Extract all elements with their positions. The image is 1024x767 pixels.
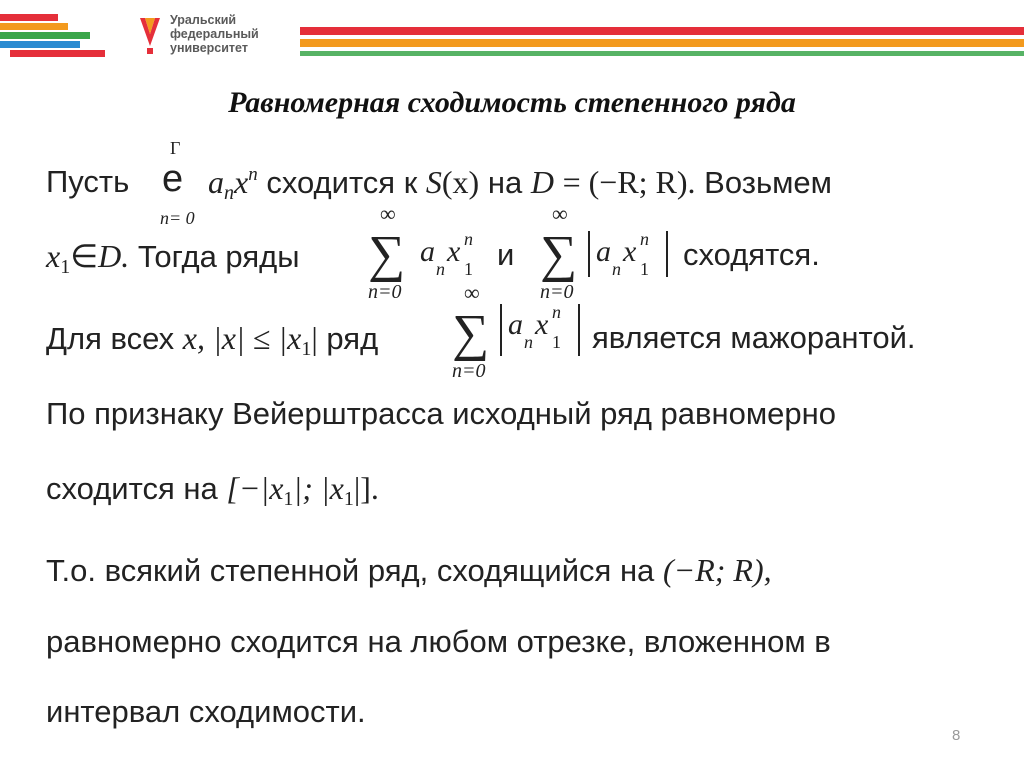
term-a: a	[208, 164, 224, 200]
line-4	[46, 396, 836, 432]
series-3-abs-right	[578, 304, 580, 356]
stripe-orange-right	[300, 39, 1024, 47]
stripe-green-right	[300, 51, 1024, 56]
stripe-red-left	[0, 14, 58, 21]
line-6	[46, 552, 772, 589]
line-6-text: Т.о. всякий степенной ряд, сходящийся на	[46, 553, 655, 588]
and-text: и	[497, 237, 515, 272]
line-2-suffix: сходятся.	[683, 237, 820, 272]
line-8-text: интервал сходимости.	[46, 694, 366, 729]
series-1-top: ∞	[380, 201, 396, 226]
university-name	[170, 13, 259, 55]
series-3-a-sub: n	[524, 332, 533, 352]
line-5-sub-2: 1	[343, 488, 354, 510]
x1-sub: 1	[60, 256, 71, 278]
series-1-a: a	[420, 235, 435, 268]
series-2-bottom: n=0	[540, 281, 574, 303]
line-7	[46, 624, 831, 660]
term-a-sub: n	[224, 182, 234, 204]
series-2-a: a	[596, 235, 611, 268]
line-3-suffix: является мажорантой.	[592, 320, 916, 355]
line-5-interval-mid: |; |x	[293, 470, 344, 506]
series-3-x: x	[535, 308, 549, 341]
sum-glyph: е	[162, 158, 184, 200]
line-4-text: По признаку Вейерштрасса исходный ряд равномерно	[46, 396, 836, 431]
stripe-red-left-2	[10, 50, 105, 57]
series-3-term	[508, 302, 561, 352]
line-3-ryad: ряд	[326, 321, 379, 356]
series-3-x-sub: 1	[552, 332, 561, 352]
series-2-abs-left	[588, 231, 590, 277]
series-1-a-sub: n	[436, 259, 445, 279]
line-2-and	[497, 237, 514, 273]
series-1-x-sup: n	[464, 229, 473, 249]
sum-top-glyph: Γ	[170, 138, 181, 158]
line-3-prefix: Для всех	[46, 321, 175, 356]
stripe-blue-left	[0, 41, 80, 48]
stripe-red-right	[300, 27, 1024, 35]
line-8	[46, 694, 366, 730]
S-arg: (x)	[441, 164, 480, 200]
line-1-rest	[208, 164, 832, 205]
slide-title: Равномерная сходимость степенного ряда	[228, 86, 796, 119]
header-banner	[0, 0, 1024, 70]
series-2-abs-right	[666, 231, 668, 277]
series-1-term	[420, 229, 473, 279]
sum-bottom: n= 0	[160, 208, 195, 228]
line-5-text: сходится на	[46, 471, 218, 506]
series-3-sigma: ∑	[452, 305, 490, 362]
D-symbol-2: D.	[98, 238, 130, 274]
series-3-bottom: n=0	[452, 360, 486, 382]
term-x: x	[234, 164, 249, 200]
series-1-x-sub: 1	[464, 259, 473, 279]
line-1-sum-symbol	[156, 138, 196, 228]
line-3-condition-end: |	[311, 320, 318, 356]
series-3-x-sup: n	[552, 302, 561, 322]
series-2-x: x	[623, 235, 637, 268]
line-3	[46, 320, 378, 361]
domain-interval: = (−R; R).	[562, 164, 696, 200]
series-3-a: a	[508, 308, 523, 341]
series-2-top: ∞	[552, 201, 568, 226]
university-name-line-1: Уральский	[170, 13, 237, 27]
term-x-sup: n	[248, 164, 258, 185]
line-5	[46, 470, 379, 511]
line-1-prefix: Пусть	[46, 164, 130, 199]
line-2-text: Тогда ряды	[137, 239, 300, 274]
line-5-interval-end: |].	[353, 470, 379, 506]
line-3-condition-sub: 1	[301, 338, 312, 360]
line-5-sub-1: 1	[283, 488, 294, 510]
line-7-text: равномерно сходится на любом отрезке, вложенном в	[46, 624, 831, 659]
series-3-abs-left	[500, 304, 502, 356]
on-text: на	[487, 165, 523, 200]
line-6-interval: (−R; R),	[662, 552, 772, 588]
series-majorant	[452, 280, 592, 384]
series-1-sigma: ∑	[368, 226, 406, 283]
D-symbol: D	[530, 164, 554, 200]
series-2-sigma: ∑	[540, 226, 578, 283]
series-2-x-sup: n	[640, 229, 649, 249]
stripe-orange-left	[0, 23, 68, 30]
page-number: 8	[952, 727, 961, 744]
line-2-suffix-wrap	[683, 237, 820, 273]
line-5-interval-start: [−|x	[226, 470, 284, 506]
element-of: ∈	[70, 238, 99, 274]
stripe-green-left	[0, 32, 90, 39]
line-3-condition: x, |x| ≤ |x	[182, 320, 302, 356]
line-2	[46, 237, 299, 279]
series-2-x-sub: 1	[640, 259, 649, 279]
university-name-line-3: университет	[170, 41, 248, 55]
series-1-bottom: n=0	[368, 281, 402, 303]
line-1	[46, 164, 129, 200]
series-1-x: x	[447, 235, 461, 268]
university-name-line-2: федеральный	[170, 27, 259, 41]
x1-symbol: x	[46, 238, 61, 274]
urfu-logo-icon	[138, 16, 162, 56]
series-2-a-sub: n	[612, 259, 621, 279]
converges-text: сходится к	[266, 165, 418, 200]
line-1-suffix: Возьмем	[704, 165, 832, 200]
line-3-suffix-wrap	[592, 320, 916, 356]
series-2-term	[596, 229, 649, 279]
series-3-top: ∞	[464, 280, 480, 305]
S-symbol: S	[425, 164, 442, 200]
